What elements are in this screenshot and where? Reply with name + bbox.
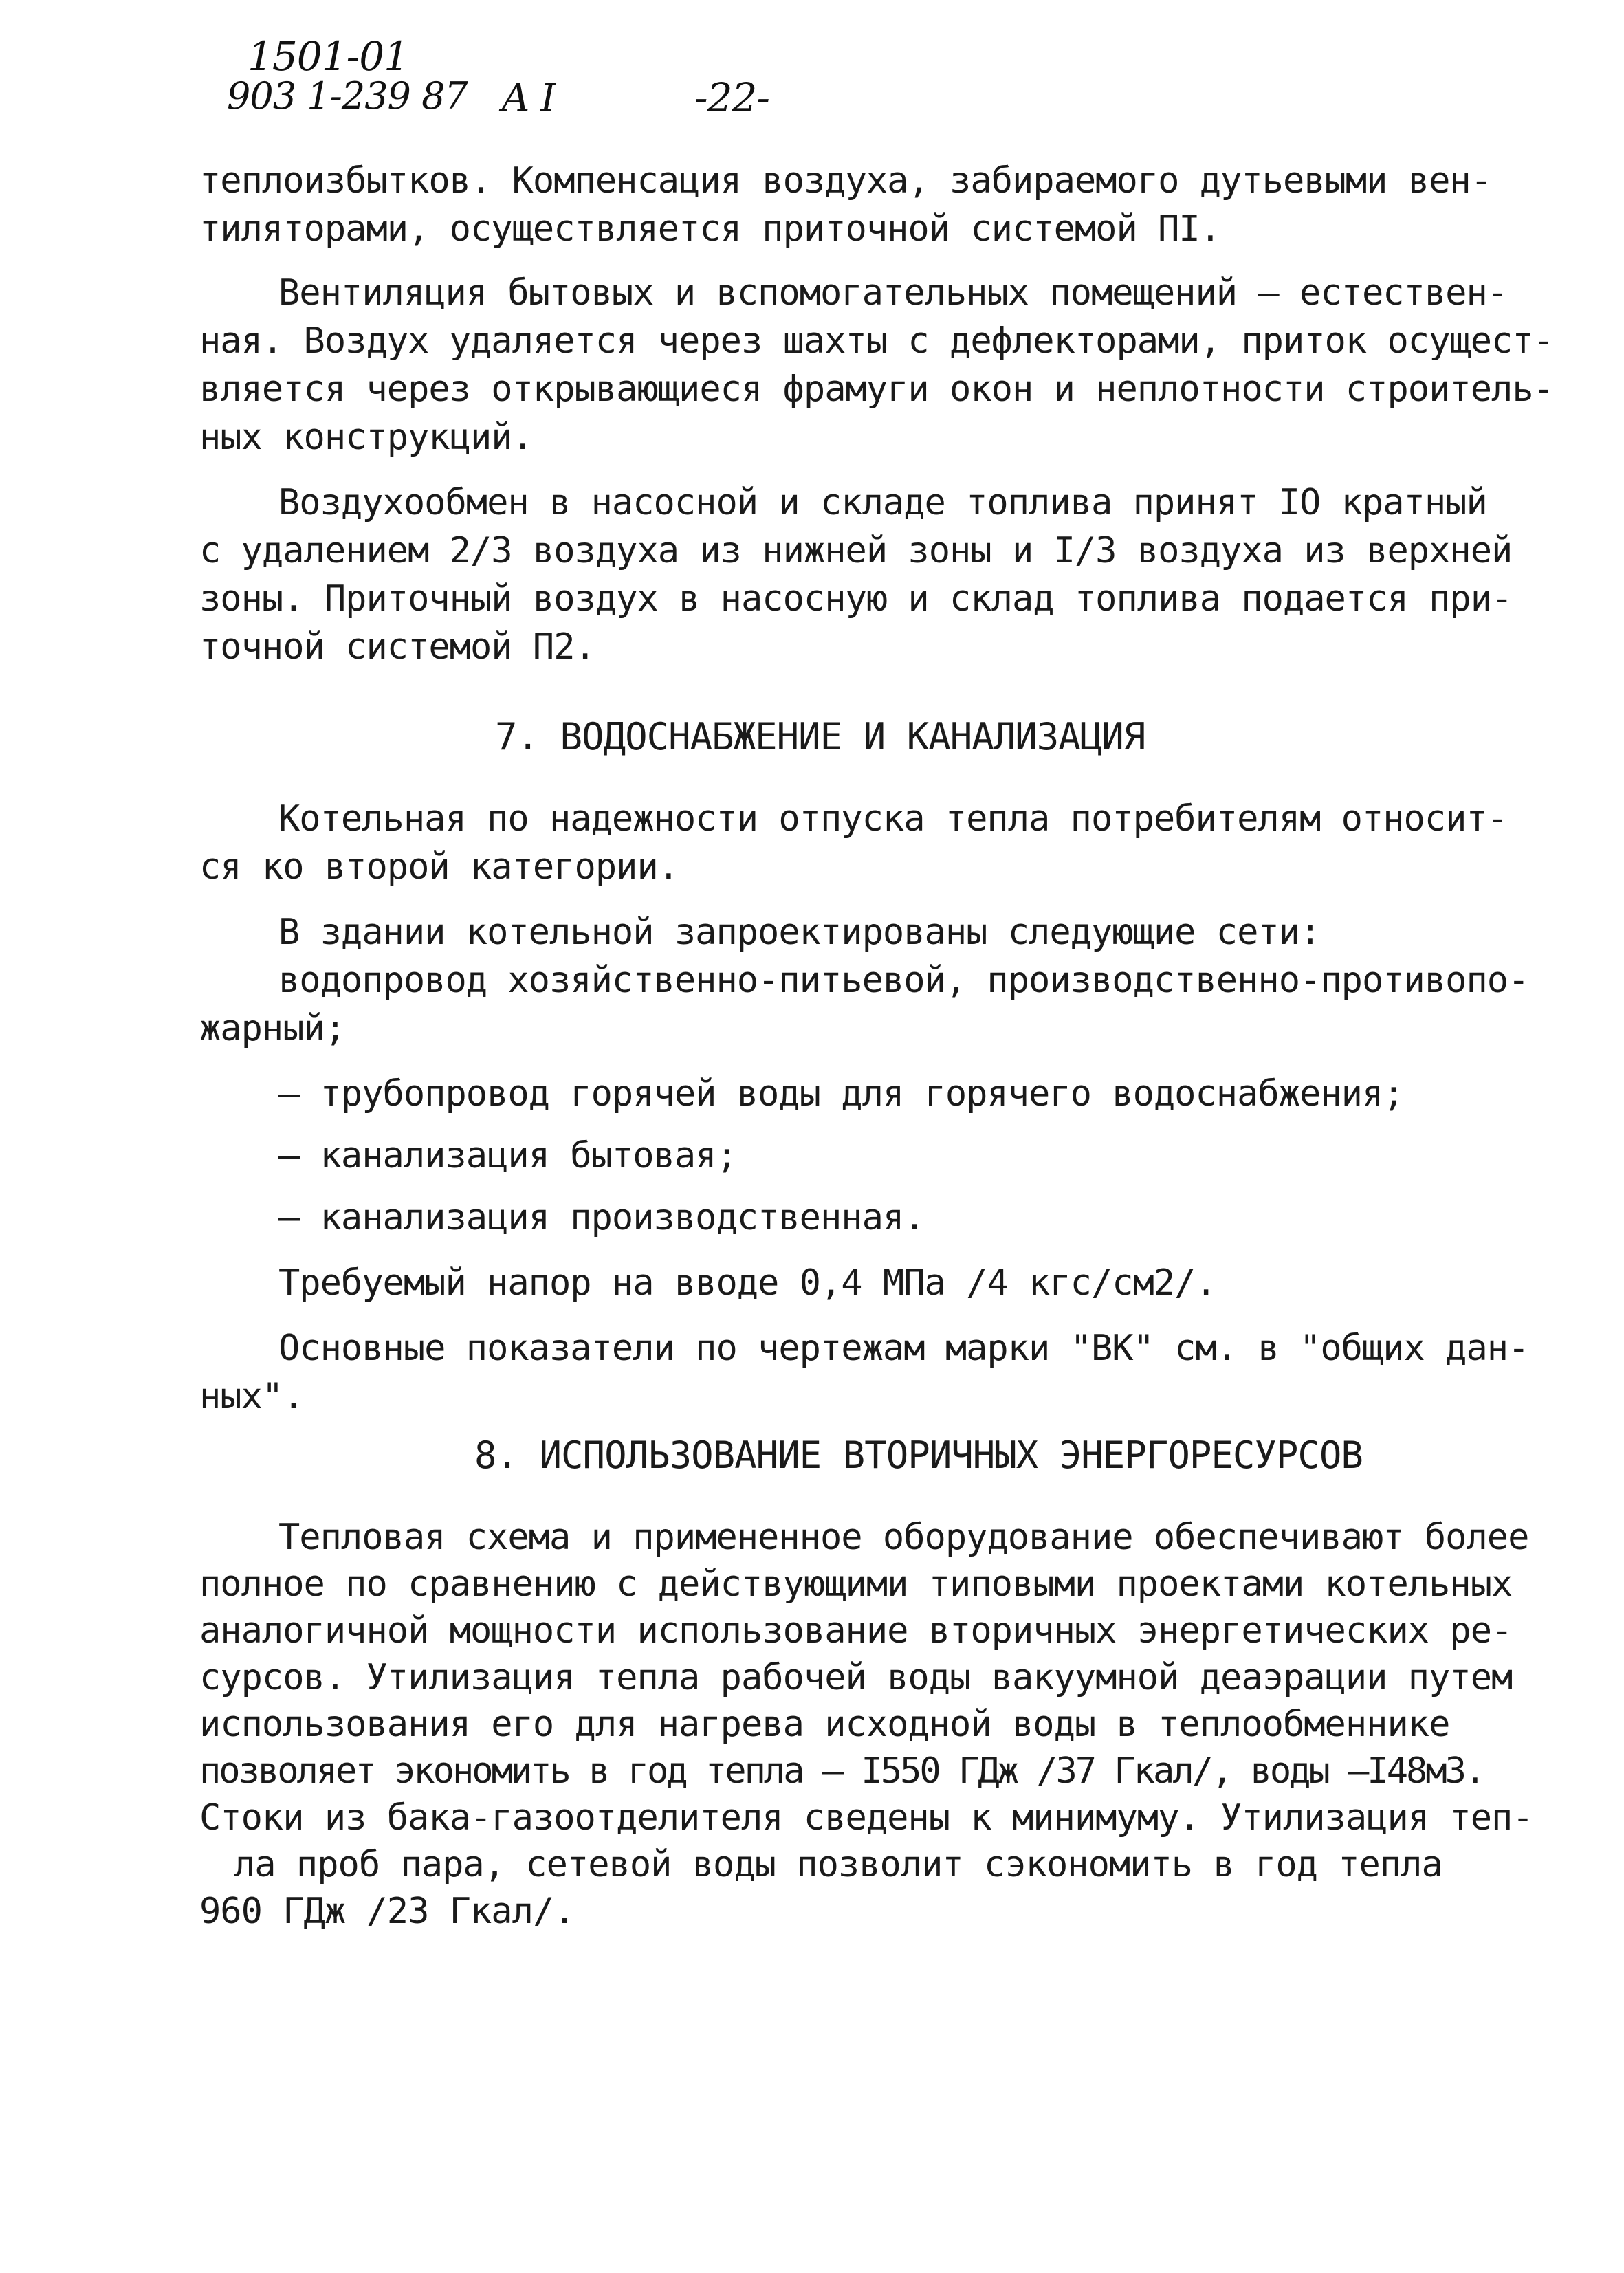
text-line: аналогичной мощности использование вторичных энергетических ре- (199, 1610, 1513, 1651)
text-line: зоны. Приточный воздух в насосную и склад топлива подается при- (199, 578, 1513, 619)
text-line: теплоизбытков. Компенсация воздуха, забираемого дутьевыми вен- (199, 160, 1492, 201)
page-number: -22- (694, 74, 769, 121)
text-line: Основные показатели по чертежам марки "ВК" см. в "общих дан- (278, 1328, 1529, 1369)
text-line: В здании котельной запроектированы следующие сети: (278, 912, 1321, 953)
text-line: Вентиляция бытовых и вспомогательных помещений – естествен- (278, 272, 1508, 314)
text-line: точной системой П2. (199, 626, 595, 668)
text-line: использования его для нагрева исходной воды в теплообменнике (199, 1704, 1450, 1745)
text-line: Воздухообмен в насосной и складе топлива принят IO кратный (278, 482, 1487, 523)
text-line: Требуемый напор на вводе 0,4 МПа /4 кгс/см2/. (278, 1262, 1216, 1304)
text-line: ная. Воздух удаляется через шахты с дефлекторами, приток осущест- (199, 320, 1554, 362)
section-heading-8: 8. ИСПОЛЬЗОВАНИЕ ВТОРИЧНЫХ ЭНЕРГОРЕСУРСОВ (474, 1434, 1363, 1477)
text-line: Котельная по надежности отпуска тепла потребителям относит- (278, 798, 1508, 839)
text-line: жарный; (199, 1008, 346, 1049)
text-line: Тепловая схема и примененное оборудование обеспечивают более (278, 1517, 1529, 1558)
text-line: Стоки из бака-газоотделителя сведены к минимуму. Утилизация теп- (199, 1797, 1533, 1838)
text-line: 960 ГДж /23 Гкал/. (199, 1891, 575, 1932)
album-label: A I (502, 76, 556, 120)
text-line: ла проб пара, сетевой воды позволит сэкономить в год тепла (234, 1844, 1442, 1885)
text-line: тиляторами, осуществляется приточной системой ПI. (199, 208, 1221, 250)
section-heading-7: 7. ВОДОСНАБЖЕНИЕ И КАНАЛИЗАЦИЯ (495, 715, 1145, 758)
text-line: сурсов. Утилизация тепла рабочей воды вакуумной деаэрации путем (199, 1657, 1513, 1698)
text-line: позволяет экономить в год тепла – I550 ГДж /37 Гкал/, воды –I48м3. (199, 1750, 1484, 1792)
text-line: ных конструкций. (199, 417, 533, 458)
text-line: водопровод хозяйственно-питьевой, производственно-противопо- (278, 960, 1529, 1001)
list-item: – трубопровод горячей воды для горячего водоснабжения; (278, 1073, 1404, 1114)
list-item: – канализация бытовая; (278, 1135, 737, 1176)
text-line: ся ко второй категории. (199, 846, 679, 888)
list-item: – канализация производственная. (278, 1197, 925, 1238)
text-line: вляется через открывающиеся фрамуги окон и неплотности строитель- (199, 369, 1554, 410)
text-line: ных". (199, 1376, 304, 1417)
text-line: с удалением 2/3 воздуха из нижней зоны и I/3 воздуха из верхней (199, 530, 1513, 571)
text-line: полное по сравнению с действующими типовыми проектами котельных (199, 1563, 1513, 1605)
doc-code-line-1: 1501-01 (248, 33, 409, 80)
doc-code-line-2: 903 1-239 87 (227, 74, 468, 118)
